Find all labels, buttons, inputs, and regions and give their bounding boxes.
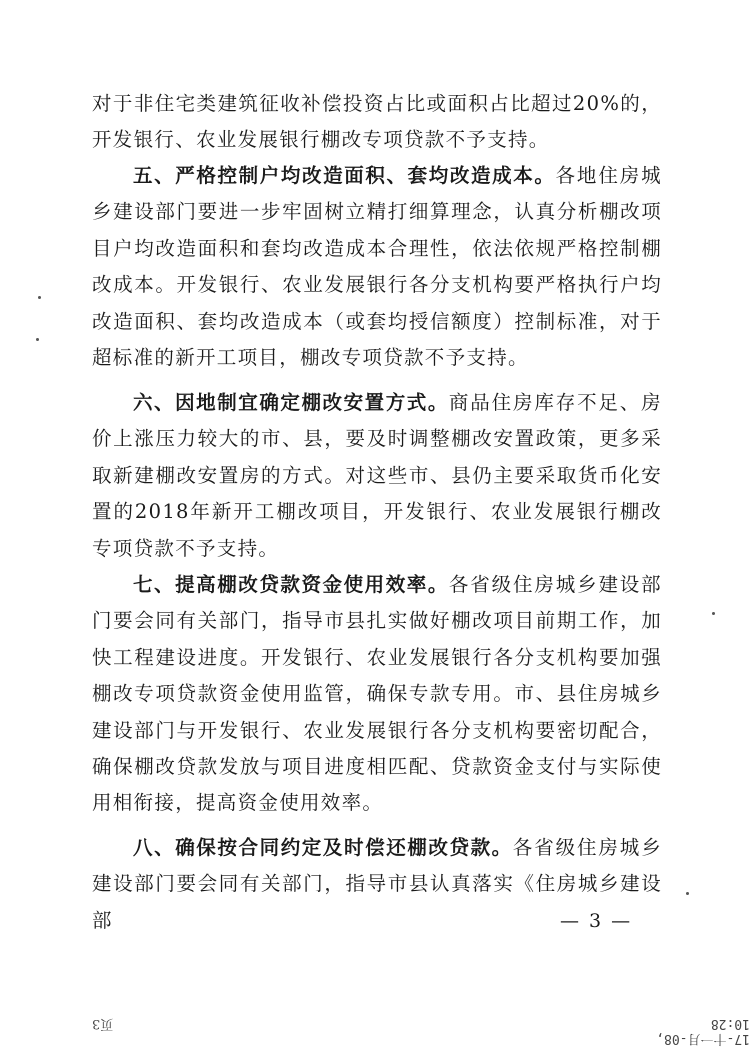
scan-speck [36, 338, 39, 341]
section-8-body: 各省级住房城乡建设部门要会同有关部门，指导市县认真落实《住房城乡建设部 [92, 836, 662, 932]
paragraph-intro [92, 86, 662, 159]
section-6-body: 商品住房库存不足、房价上涨压力较大的市、县，要及时调整棚改安置政策，更多采取新建棚改安置房的方式。对这些市、县仍主要采取货币化安置的2018年新开工棚改项目，开发银行、农业发展银行棚改专项贷款不予支持。 [92, 391, 662, 560]
page-number: — 3 — [560, 910, 633, 932]
scan-speck [712, 612, 715, 615]
section-7-heading: 七、提高棚改贷款资金使用效率。 [133, 573, 449, 596]
section-7-body: 各省级住房城乡建设部门要会同有关部门，指导市县扎实做好棚改项目前期工作，加快工程建设进度。开发银行、农业发展银行各分支机构要加强棚改专项贷款资金使用监管，确保专款专用。市、县住房城乡建设部门与开发银行、农业发展银行各分支机构要密切配合，确保棚改贷款发放与项目进度相匹配、贷款资金支付与实际使用相衔接，提高资金使用效率。 [92, 573, 662, 815]
section-6-heading: 六、因地制宜确定棚改安置方式。 [133, 391, 449, 414]
section-5 [92, 158, 662, 376]
fax-timestamp: 17-十一月-08, 10:28 [656, 1016, 750, 1046]
section-5-body: 各地住房城乡建设部门要进一步牢固树立精打细算理念，认真分析棚改项目户均改造面积和套均改造成本合理性，依法依规严格控制棚改成本。开发银行、农业发展银行各分支机构要严格执行户均改造面积、套均改造成本（或套均授信额度）控制标准，对于超标准的新开工项目，棚改专项贷款不予支持。 [92, 164, 662, 370]
fax-page-mark: 页3 [92, 1016, 114, 1031]
section-7 [92, 567, 662, 822]
scan-speck [38, 296, 41, 299]
scan-speck [686, 892, 689, 895]
section-8-heading: 八、确保按合同约定及时偿还棚改贷款。 [133, 836, 513, 859]
section-5-heading: 五、严格控制户均改造面积、套均改造成本。 [133, 164, 556, 187]
paragraph-intro-text: 对于非住宅类建筑征收补偿投资占比或面积占比超过20%的，开发银行、农业发展银行棚改专项贷款不予支持。 [92, 92, 662, 152]
section-6 [92, 385, 662, 567]
